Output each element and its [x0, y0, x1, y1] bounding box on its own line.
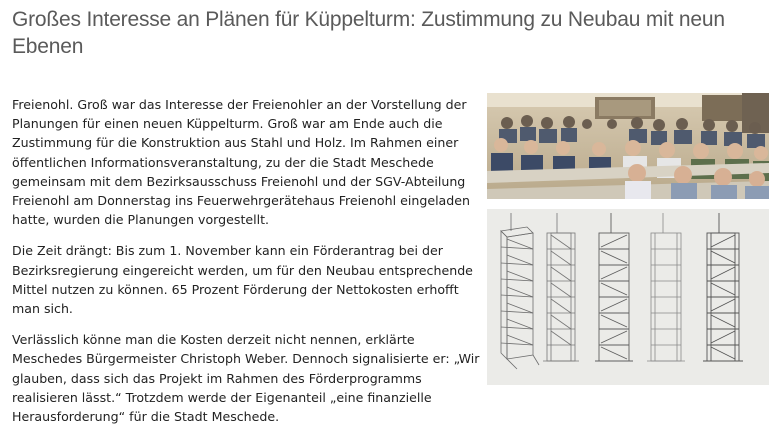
article-body [12, 95, 480, 438]
tower-drawings-image [487, 209, 769, 385]
article-paragraph-1: Freienohl. Groß war das Interesse der Freienohler an der Vorstellung der Planungen für einen neuen Küppelturm. Groß war am Ende auch die Zustimmung für die Konstruktion aus Stahl und Holz. Im Rahmen einer öffentlichen Informationsveranstaltung, zu der die Stadt Meschede gemeinsam mit dem Bezirksausschuss Freienohl und der SGV-Abteilung Freienohl am Donnerstag ins Feuerwehrgerätehaus Freienohl eingeladen hatte, wurden die Planungen vorgestellt. [12, 97, 471, 228]
tower-drawings [487, 209, 769, 385]
article-paragraph-2: Die Zeit drängt: Bis zum 1. November kann ein Förderantrag bei der Bezirksregierung eingereicht werden, um für den Neubau entsprechende Mittel nutzen zu können. 65 Prozent Förderung der Nettokosten erhofft man sich. [12, 243, 473, 317]
audience-photo-image [487, 93, 769, 199]
article-title: Großes Interesse an Plänen für Küppelturm: Zustimmung zu Neubau mit neun Ebenen [12, 8, 725, 58]
article-paragraph-3: Verlässlich könne man die Kosten derzeit nicht nennen, erklärte Meschedes Bürgermeister Christoph Weber. Dennoch signalisierte er: „Wir glauben, dass sich das Projekt im Rahmen des Förderprogramms realisieren lässt.“ Trotzdem werde der Eigenanteil „eine finanzielle Herausforderung“ für die Stadt Meschede. [12, 332, 480, 425]
audience-photo [487, 93, 769, 199]
